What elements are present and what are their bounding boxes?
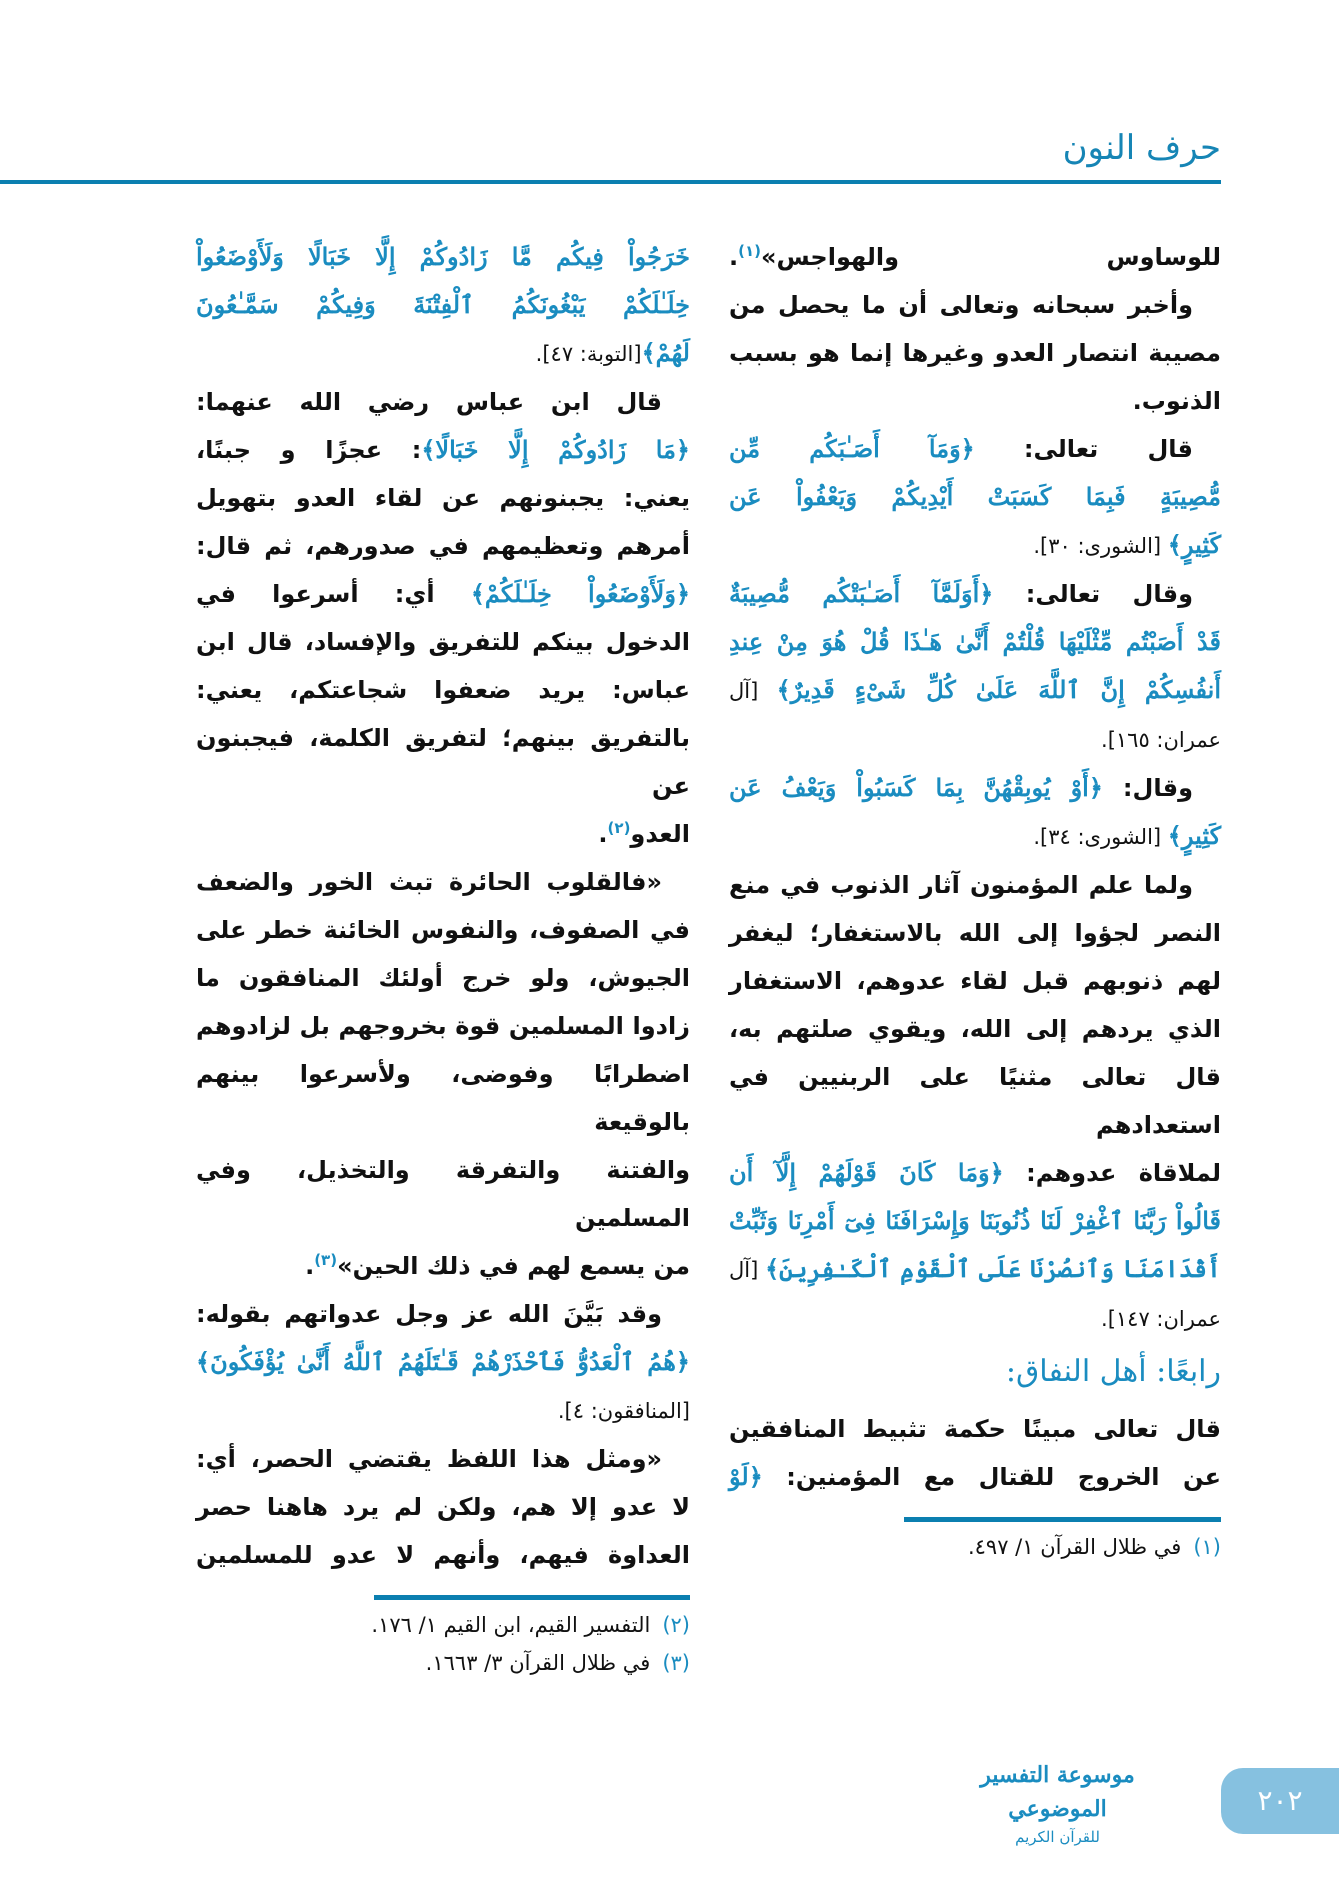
text-line: [729, 233, 1221, 281]
left-column-body: [196, 233, 690, 1579]
quran-verse: خَرَجُواْ فِيكُم مَّا زَادُوكُمْ إِلَّا خَبَالًا وَلَأَوْضَعُواْ: [196, 242, 690, 271]
verse-reference: [آل: [729, 1258, 766, 1282]
quran-verse: كَثِيرٍ﴾: [1167, 821, 1221, 850]
text-line: [196, 1483, 690, 1531]
verse-reference: [المنافقون: ٤].: [557, 1399, 690, 1423]
quran-verse: ﴿هُمُ ٱلْعَدُوُّ فَٱحْذَرْهُمْ قَـٰتَلَهُمُ ٱللَّهُ أَنَّىٰ يُؤْفَكُونَ﴾: [196, 1347, 690, 1376]
text-segment: قال تعالى:: [974, 435, 1193, 463]
quran-verse: قَدْ أَصَبْتُم مِّثْلَيْهَا قُلْتُمْ أَنَّىٰ هَـٰذَا قُلْ هُوَ مِنْ عِندِ: [729, 627, 1221, 656]
text-line: [729, 425, 1221, 473]
text-segment: الذنوب.: [1132, 387, 1221, 415]
text-line: [196, 1002, 690, 1050]
text-segment: العدو: [630, 820, 690, 848]
verse-reference: [الشورى: ٣٤].: [1033, 825, 1168, 849]
text-line: [196, 618, 690, 666]
footnote-marker: (٣): [314, 1251, 338, 1269]
verse-reference: [آل: [729, 679, 777, 703]
text-segment: من يسمع لهم في ذلك الحين»: [337, 1252, 690, 1280]
text-segment: في الصفوف، والنفوس الخائنة خطر على: [196, 916, 690, 944]
text-line: [729, 570, 1221, 618]
text-line: [729, 329, 1221, 377]
quran-verse: ﴿وَمَآ أَصَـٰبَكُم مِّن: [729, 434, 975, 463]
text-segment: العداوة فيهم، وأنهم لا عدو للمسلمين: [196, 1541, 690, 1569]
quran-verse: ﴿وَلَأَوْضَعُواْ خِلَـٰلَكُمْ﴾: [470, 579, 690, 608]
text-line: [729, 764, 1221, 812]
text-segment: أمرهم وتعظيمهم في صدورهم، ثم قال:: [196, 532, 690, 560]
quran-verse: أَنفُسِكُمْ إِنَّ ٱللَّهَ عَلَىٰ كُلِّ شَىْءٍ قَدِيرٌ﴾: [776, 675, 1221, 704]
text-segment: : عجزًا و جبنًا،: [196, 436, 422, 464]
chapter-title: حرف النون: [1062, 128, 1221, 168]
text-segment: يعني: يجبنونهم عن لقاء العدو بتهويل: [196, 484, 690, 512]
quran-verse: ﴿مَا زَادُوكُمْ إِلَّا خَبَالًا﴾: [421, 435, 690, 464]
text-line: [196, 233, 690, 281]
text-segment: «فالقلوب الحائرة تبث الخور والضعف: [196, 868, 662, 896]
footnote-rule-right: [904, 1517, 1221, 1522]
text-line: [196, 378, 690, 426]
text-line: [729, 715, 1221, 764]
text-line: [196, 810, 690, 858]
text-segment: لا عدو إلا هم، ولكن لم يرد هاهنا حصر: [196, 1493, 690, 1521]
quran-verse: ﴿وَمَا كَانَ قَوْلَهُمْ إِلَّآ أَن: [729, 1158, 1004, 1187]
text-segment: بالتفريق بينهم؛ لتفريق الكلمة، فيجبنون عن: [196, 724, 690, 800]
text-line: [729, 861, 1221, 909]
text-line: [729, 377, 1221, 425]
footnote-number: (٣): [662, 1651, 690, 1675]
verse-reference: [الشورى: ٣٠].: [1033, 534, 1168, 558]
text-segment: وقال:: [1102, 774, 1194, 802]
text-line: [729, 957, 1221, 1005]
text-line: [729, 1294, 1221, 1343]
text-line: [196, 281, 690, 329]
text-segment: قال تعالى مبينًا حكمة تثبيط المنافقين: [729, 1415, 1221, 1443]
footnote-marker: (١): [738, 242, 761, 260]
text-segment: الجيوش، ولو خرج أولئك المنافقون ما: [196, 964, 690, 992]
quran-verse: ﴿أَوَلَمَّآ أَصَـٰبَتْكُم مُّصِيبَةٌ: [729, 579, 994, 608]
footnote-text: في ظلال القرآن ١/ ٤٩٧.: [967, 1535, 1182, 1559]
text-line: [196, 714, 690, 810]
text-segment: للوساوس والهواجس»: [761, 243, 1221, 271]
verse-reference: عمران: ١٤٧].: [1101, 1307, 1221, 1331]
text-segment: .: [598, 820, 608, 848]
verse-reference: عمران: ١٦٥].: [1101, 728, 1221, 752]
footnote-text: في ظلال القرآن ٣/ ١٦٦٣.: [425, 1651, 651, 1675]
text-segment: مصيبة انتصار العدو وغيرها إنما هو بسبب: [729, 339, 1221, 367]
text-segment: النصر لجؤوا إلى الله بالاستغفار؛ ليغفر: [729, 919, 1221, 947]
right-column: [729, 233, 1221, 1566]
text-line: [729, 812, 1221, 861]
text-segment: «ومثل هذا اللفظ يقتضي الحصر، أي:: [196, 1445, 662, 1473]
footnote-marker: (٢): [607, 819, 631, 837]
quran-verse: ﴿أَوْ يُوبِقْهُنَّ بِمَا كَسَبُواْ وَيَعْفُ عَن: [729, 773, 1103, 802]
text-segment: قال ابن عباس رضي الله عنهما:: [196, 388, 662, 416]
text-segment: عن الخروج للقتال مع المؤمنين:: [762, 1463, 1221, 1491]
logo-title: موسوعة التفسير الموضوعي: [980, 1762, 1135, 1822]
text-line: [196, 474, 690, 522]
header-rule: [0, 180, 1221, 184]
text-line: [196, 1050, 690, 1146]
quran-verse: مُّصِيبَةٍ فَبِمَا كَسَبَتْ أَيْدِيكُمْ وَيَعْفُواْ عَن: [729, 482, 1221, 511]
text-segment: والفتنة والتفرقة والتخذيل، وفي المسلمين: [196, 1156, 690, 1232]
quran-verse: أَقْدَامَنَا وَٱنصُرْنَا عَلَى ٱلْقَوْمِ ٱلْكَـٰفِرِينَ﴾: [765, 1254, 1221, 1283]
text-segment: لهم ذنوبهم قبل لقاء عدوهم، الاستغفار: [729, 967, 1221, 995]
text-line: [196, 1290, 690, 1338]
page-number-badge: ٢٠٢: [1221, 1768, 1339, 1834]
text-line: [729, 909, 1221, 957]
text-line: [196, 1435, 690, 1483]
text-line: [196, 329, 690, 378]
quran-verse: كَثِيرٍ﴾: [1167, 530, 1221, 559]
text-line: [196, 1386, 690, 1435]
text-line: [729, 1245, 1221, 1294]
text-segment: اضطرابًا وفوضى، ولأسرعوا بينهم بالوقيعة: [196, 1060, 690, 1136]
left-column: [196, 233, 690, 1682]
text-segment: أي: أسرعوا في: [196, 580, 471, 608]
text-line: [729, 1053, 1221, 1149]
encyclopedia-logo: [935, 1758, 1180, 1848]
text-line: [196, 666, 690, 714]
logo-subtitle: للقرآن الكريم: [1015, 1828, 1100, 1846]
quran-verse: ﴿لَوْ: [729, 1462, 763, 1491]
text-line: [729, 473, 1221, 521]
section-heading: رابعًا: أهل النفاق:: [1005, 1354, 1221, 1389]
text-line: [729, 1149, 1221, 1197]
footnote-1: [729, 1528, 1221, 1566]
footnote-2: [196, 1606, 690, 1644]
verse-reference: [التوبة: ٤٧].: [535, 342, 642, 366]
footnote-number: (١): [1193, 1535, 1221, 1559]
text-segment: وقال تعالى:: [993, 580, 1194, 608]
text-line: [729, 618, 1221, 666]
text-line: [196, 426, 690, 474]
footnote-rule-left: [374, 1595, 690, 1600]
text-segment: ولما علم المؤمنون آثار الذنوب في منع: [729, 871, 1193, 899]
text-segment: زادوا المسلمين قوة بخروجهم بل لزادوهم: [196, 1012, 690, 1040]
quran-verse: خِلَـٰلَكُمْ يَبْغُونَكُمُ ٱلْفِتْنَةَ وَفِيكُمْ سَمَّـٰعُونَ: [196, 290, 690, 319]
text-segment: لملاقاة عدوهم:: [1003, 1159, 1221, 1187]
text-segment: الدخول بينكم للتفريق والإفساد، قال ابن: [196, 628, 690, 656]
footnote-text: التفسير القيم، ابن القيم ١/ ١٧٦.: [371, 1613, 651, 1637]
text-segment: .: [729, 243, 739, 271]
text-segment: عباس: يريد ضعفوا شجاعتكم، يعني:: [196, 676, 690, 704]
text-line: [196, 522, 690, 570]
text-line: [729, 1453, 1221, 1501]
quran-verse: لَهُمْ﴾: [641, 338, 690, 367]
text-line: [196, 954, 690, 1002]
text-line: [196, 570, 690, 618]
right-column-continued: [729, 1405, 1221, 1501]
text-segment: وأخبر سبحانه وتعالى أن ما يحصل من: [729, 291, 1193, 319]
text-line: [729, 1005, 1221, 1053]
text-line: [196, 858, 690, 906]
text-segment: الذي يردهم إلى الله، ويقوي صلتهم به،: [729, 1015, 1221, 1043]
text-line: [196, 1531, 690, 1579]
text-segment: .: [305, 1252, 315, 1280]
quran-verse: قَالُواْ رَبَّنَا ٱغْفِرْ لَنَا ذُنُوبَنَا وَإِسْرَافَنَا فِىٓ أَمْرِنَا وَثَبِّتْ: [729, 1206, 1221, 1235]
text-line: [729, 281, 1221, 329]
text-line: [729, 1405, 1221, 1453]
text-line: [196, 1338, 690, 1386]
text-line: [729, 1197, 1221, 1245]
footnote-3: [196, 1644, 690, 1682]
text-line: [729, 666, 1221, 715]
text-line: [196, 906, 690, 954]
text-segment: وقد بَيَّنَ الله عز وجل عدواتهم بقوله:: [196, 1300, 662, 1328]
text-segment: قال تعالى مثنيًا على الربنيين في استعدادهم: [729, 1063, 1221, 1139]
text-line: [196, 1146, 690, 1242]
right-column-body: [729, 233, 1221, 1343]
text-line: [729, 521, 1221, 570]
footnote-number: (٢): [662, 1613, 690, 1637]
text-line: [196, 1242, 690, 1290]
